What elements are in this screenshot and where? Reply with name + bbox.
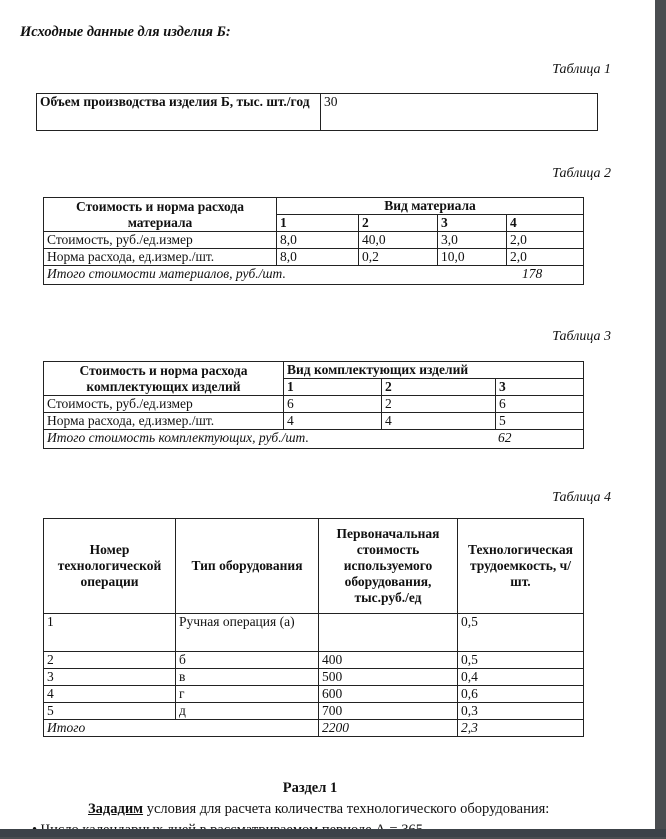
cell: 2,0	[507, 249, 584, 266]
table4-header: Первоначальная стоимость используемого оборудования, тыс.руб./ед	[319, 519, 458, 614]
total-row	[44, 430, 584, 449]
table-row	[44, 396, 584, 413]
cell: 0,4	[458, 669, 584, 686]
table-row	[44, 614, 584, 652]
table-row	[44, 249, 584, 266]
table1-value: 30	[321, 94, 598, 131]
document-title: Исходные данные для изделия Б:	[20, 24, 231, 40]
row-label: Стоимость, руб./ед.измер	[44, 232, 277, 249]
table2-col-header: 4	[507, 215, 584, 232]
section-title: Раздел 1	[282, 780, 338, 796]
cell: 0,6	[458, 686, 584, 703]
table2-group-header: Вид материала	[277, 198, 584, 215]
cell: 2	[44, 652, 176, 669]
cell: 3	[44, 669, 176, 686]
table3-col-header: 2	[382, 379, 496, 396]
cell: 4	[44, 686, 176, 703]
cell: 0,5	[458, 652, 584, 669]
table-row	[44, 703, 584, 720]
total-labor: 2,3	[458, 720, 584, 737]
table4-header: Номер технологической операции	[44, 519, 176, 614]
cell: Ручная операция (а)	[176, 614, 319, 652]
table2-row-header: Стоимость и норма расхода материала	[44, 198, 277, 232]
vertical-scrollbar[interactable]	[655, 0, 666, 837]
table3-caption: Таблица 3	[552, 329, 611, 344]
cell: 2,0	[507, 232, 584, 249]
table4-caption: Таблица 4	[552, 490, 611, 505]
total-row	[44, 266, 584, 285]
cell: 4	[284, 413, 382, 430]
cell: д	[176, 703, 319, 720]
table2-col-header: 3	[438, 215, 507, 232]
total-label: Итого	[44, 720, 319, 737]
cell: 500	[319, 669, 458, 686]
table2-caption: Таблица 2	[552, 166, 611, 181]
cell: 6	[284, 396, 382, 413]
table4-header: Тип оборудования	[176, 519, 319, 614]
total-value: 62	[498, 430, 512, 445]
cell	[319, 614, 458, 652]
cell: б	[176, 652, 319, 669]
bottom-toolbar-edge	[0, 829, 666, 837]
cell: 6	[496, 396, 584, 413]
cell: 5	[44, 703, 176, 720]
table3-col-header: 3	[496, 379, 584, 396]
cell: 0,2	[359, 249, 438, 266]
table-row	[44, 686, 584, 703]
total-row	[44, 720, 584, 737]
table2-col-header: 1	[277, 215, 359, 232]
table-row	[44, 652, 584, 669]
table3-col-header: 1	[284, 379, 382, 396]
cell: 700	[319, 703, 458, 720]
total-cost: 2200	[319, 720, 458, 737]
cell: 5	[496, 413, 584, 430]
table1-label: Объем производства изделия Б, тыс. шт./год	[37, 94, 321, 131]
cell: 40,0	[359, 232, 438, 249]
table4-header: Технологическая трудоемкость, ч/шт.	[458, 519, 584, 614]
table-row	[44, 413, 584, 430]
cell: в	[176, 669, 319, 686]
cell: 400	[319, 652, 458, 669]
cell: 8,0	[277, 232, 359, 249]
table-row	[44, 232, 584, 249]
cell: 0,3	[458, 703, 584, 720]
total-label: Итого стоимость комплектующих, руб./шт.	[47, 430, 309, 445]
cell: 4	[382, 413, 496, 430]
table4-equipment	[43, 518, 584, 737]
table2-materials	[43, 197, 584, 285]
paragraph-text: условия для расчета количества технологического оборудования:	[143, 801, 550, 817]
table2-col-header: 2	[359, 215, 438, 232]
table1	[36, 93, 598, 131]
cell: 10,0	[438, 249, 507, 266]
table3-row-header: Стоимость и норма расхода комплектующих изделий	[44, 362, 284, 396]
table-row	[44, 669, 584, 686]
cell: 0,5	[458, 614, 584, 652]
section-paragraph	[88, 801, 549, 818]
table3-group-header: Вид комплектующих изделий	[284, 362, 584, 379]
cell: г	[176, 686, 319, 703]
paragraph-lead: Зададим	[88, 801, 144, 817]
row-label: Норма расхода, ед.измер./шт.	[44, 413, 284, 430]
total-value: 178	[522, 266, 543, 281]
row-label: Стоимость, руб./ед.измер	[44, 396, 284, 413]
cell: 600	[319, 686, 458, 703]
table1-caption: Таблица 1	[552, 62, 611, 77]
row-label: Норма расхода, ед.измер./шт.	[44, 249, 277, 266]
table3-components	[43, 361, 584, 449]
total-label: Итого стоимости материалов, руб./шт.	[47, 266, 286, 281]
cell: 3,0	[438, 232, 507, 249]
cell: 8,0	[277, 249, 359, 266]
cell: 1	[44, 614, 176, 652]
cell: 2	[382, 396, 496, 413]
